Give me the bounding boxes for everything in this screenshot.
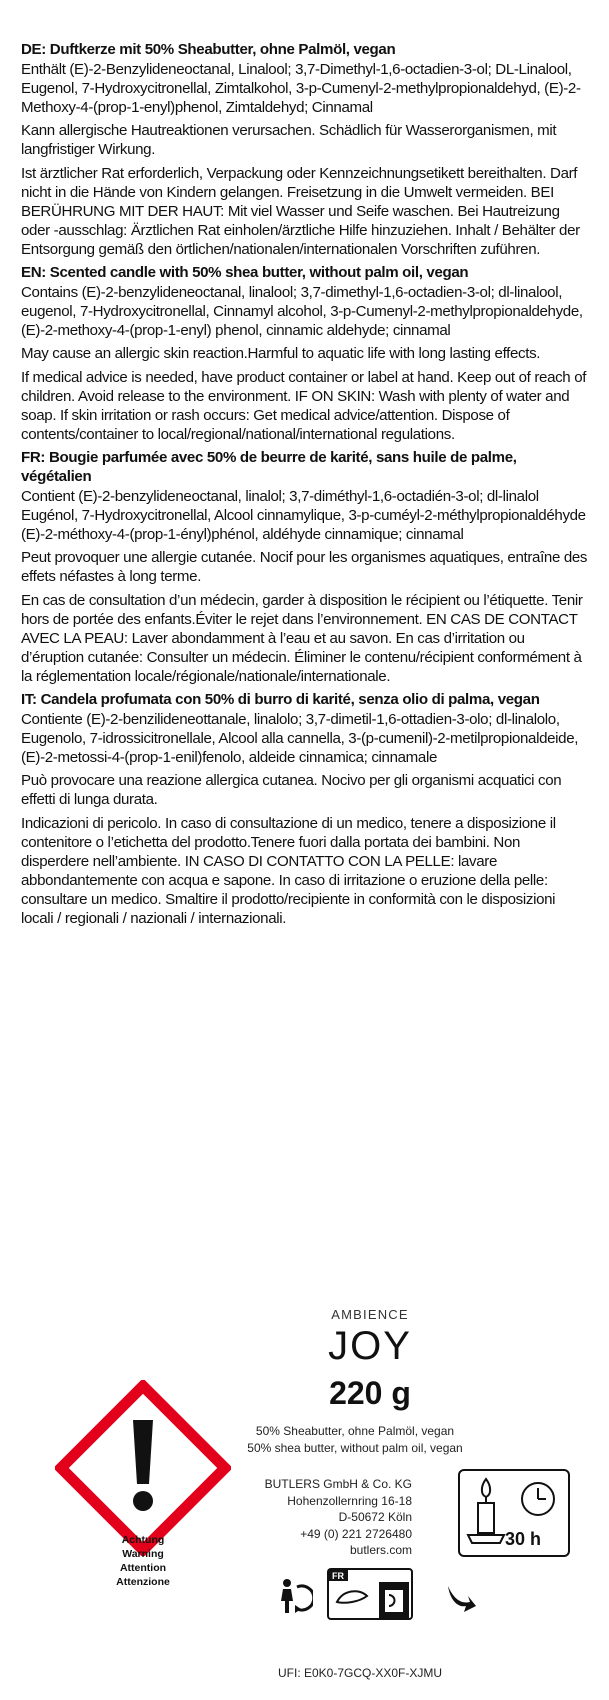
precaution-statement: Ist ärztlicher Rat erforderlich, Verpackung oder Kennzeichnungsetikett bereithalten. Darf nicht in die Hände von Kindern gelangen. Freisetzung in die Umwelt vermeiden. BEI BERÜHRUNG MIT DER HAUT: Mit viel Wasser und Seife waschen. Bei Hautreizung oder -ausschlag: Ärztlichen Rat einholen/ärztliche Hilfe hinzuziehen. Inhalt / Behälter der Entsorgung gemäß den örtlichen/nationalen/internationalen Vorschriften zuführen. <box>21 164 580 258</box>
language-code: EN: <box>21 264 46 282</box>
company-street: Hohenzollernring 16-18 <box>287 1493 412 1508</box>
product-description: Scented candle with 50% shea butter, without palm oil, vegan <box>49 264 469 282</box>
section-heading <box>21 263 589 282</box>
company-phone: +49 (0) 221 2726480 <box>300 1526 412 1541</box>
fr-badge <box>329 1570 347 1581</box>
section-heading <box>21 448 589 486</box>
hazard-statement: Può provocare una reazione allergica cutanea. Nocivo per gli organismi acquatici con effetti di lunga durata. <box>21 772 562 809</box>
signal-word-it: Attenzione <box>116 1576 170 1588</box>
fr-label: FR <box>332 1571 344 1581</box>
signal-word-de: Achtung <box>121 1534 165 1546</box>
arrow-icon <box>444 1580 478 1614</box>
ufi-code: UFI: E0K0-7GCQ-XX0F-XJMU <box>277 1666 443 1680</box>
precaution-statement: If medical advice is needed, have product container or label at hand. Keep out of reach of children. Avoid release to the environment. IF ON SKIN: Wash with plenty of water and soap. If skin irritation or rash occurs: Get medical advice/attention. Dispose of contents/container to local/regional/national/international regulations. <box>21 368 587 443</box>
ingredients-text: Contiente (E)-2-benzilideneottanale, linalolo; 3,7-dimetil-1,6-ottadien-3-olo; dl-linalolo, Eugenolo, 7-idrossicitronellale, Alcool alla cannella, 3-(p-cumenil)-2-metilpropionaldeide, (E)-2-metossi-4-(prop-1-enil)fenolo, aldeide cinnamica; cinnamale <box>21 711 579 767</box>
signal-word-fr: Attention <box>119 1562 167 1574</box>
tagline-en: 50% shea butter, without palm oil, vegan <box>247 1441 463 1455</box>
triman-recycle-icon <box>275 1575 313 1617</box>
product-line: AMBIENCE <box>331 1307 409 1322</box>
company-name: BUTLERS GmbH & Co. KG <box>264 1477 412 1491</box>
company-website: butlers.com <box>349 1543 412 1557</box>
company-address <box>262 1476 412 1559</box>
product-weight: 220 g <box>329 1375 411 1411</box>
section-de <box>21 40 589 259</box>
exclamation-hazard-icon <box>55 1380 231 1556</box>
hazard-statement: Kann allergische Hautreaktionen verursachen. Schädlich für Wasserorganismen, mit langfristiger Wirkung. <box>21 122 557 159</box>
burn-time-label: 30 h <box>505 1529 542 1549</box>
safety-text-block <box>21 40 589 928</box>
company-city: D-50672 Köln <box>338 1510 412 1524</box>
section-it <box>21 690 589 928</box>
product-description: Bougie parfumée avec 50% de beurre de karité, sans huile de palme, végétalien <box>21 448 517 485</box>
clock-icon <box>518 1479 558 1519</box>
section-heading <box>21 690 589 709</box>
precaution-statement: En cas de consultation d’un médecin, garder à disposition le récipient ou l’étiquette. Tenir hors de portée des enfants.Éviter le rejet dans l’environnement. EN CAS DE CONTACT AVEC LA PEAU: Laver abondamment à l’eau et au savon. En cas d’irritation ou d’éruption cutanée: Consulter un médecin. Éliminer le contenu/récipient conformément à la réglementation locale/régionale/nationale/internationale. <box>21 591 583 685</box>
hazard-statement: Peut provoquer une allergie cutanée. Nocif pour les organismes aquatiques, entraîne des effets néfastes à long terme. <box>21 549 588 586</box>
hazard-statement: May cause an allergic skin reaction.Harmful to aquatic life with long lasting effects. <box>21 345 541 363</box>
section-heading <box>21 40 589 59</box>
section-en <box>21 263 589 444</box>
ingredients-text: Contains (E)-2-benzylideneoctanal, linalool; 3,7-dimethyl-1,6-octadien-3-ol; dl-linalool, eugenol, 7-Hydroxycitronellal, Cinnamyl alcohol, 3-p-Cumenyl-2-methylpropionaldehyde, (E)-2-methoxy-4-(prop-1-enyl) phenol, cinnamic aldehyde; cinnamal <box>21 284 583 340</box>
product-name: JOY <box>328 1324 412 1368</box>
ingredients-text: Contient (E)-2-benzylideneoctanal, linalol; 3,7-diméthyl-1,6-octadién-3-ol; dl-linalol Eugénol, 7-Hydroxycitronellal, Alcool cinnamylique, 3-p-cuméyl-2-méthylpropionaldéhyde (E)-2-méthoxy-4-(prop-1-ényl)phénol, aldéhyde cinnamique; cinnamal <box>21 488 586 544</box>
language-code: DE: <box>21 41 46 58</box>
section-fr <box>21 448 589 686</box>
language-code: FR: <box>21 448 46 466</box>
ingredients-text: Enthält (E)-2-Benzylideneoctanal, Linalool; 3,7-Dimethyl-1,6-octadien-3-ol; DL-Linalool, Eugenol, 7-Hydroxycitronellal, Zimtalkohol, 3-p-Cumenyl-2-methylpropionaldehyd, (E)-2-Methoxy-4-(prop-1-enyl)phenol, Zimtaldehyd; Cinnamal <box>21 61 581 117</box>
tagline-de: 50% Sheabutter, ohne Palmöl, vegan <box>255 1424 455 1438</box>
precaution-statement: Indicazioni di pericolo. In caso di consultazione di un medico, tenere a disposizione il contenitore o l’etichetta del prodotto.Tenere fuori dalla portata dei bambini. Non disperdere nell’ambiente. IN CASO DI CONTATTO CON LA PELLE: lavare abbondantemente con acqua e sapone. In caso di irritazione o eruzione della pelle: consultare un medico. Smaltire il prodotto/recipiente in conformità con le disposizioni locali / regionali / nazionali / internazionali. <box>21 814 556 928</box>
language-code: IT: <box>21 691 37 708</box>
signal-word-en: Warning <box>122 1548 164 1560</box>
product-description: Duftkerze mit 50% Sheabutter, ohne Palmöl, vegan <box>49 41 396 58</box>
signal-words <box>93 1533 193 1589</box>
product-description: Candela profumata con 50% di burro di karité, senza olio di palma, vegan <box>40 691 540 708</box>
